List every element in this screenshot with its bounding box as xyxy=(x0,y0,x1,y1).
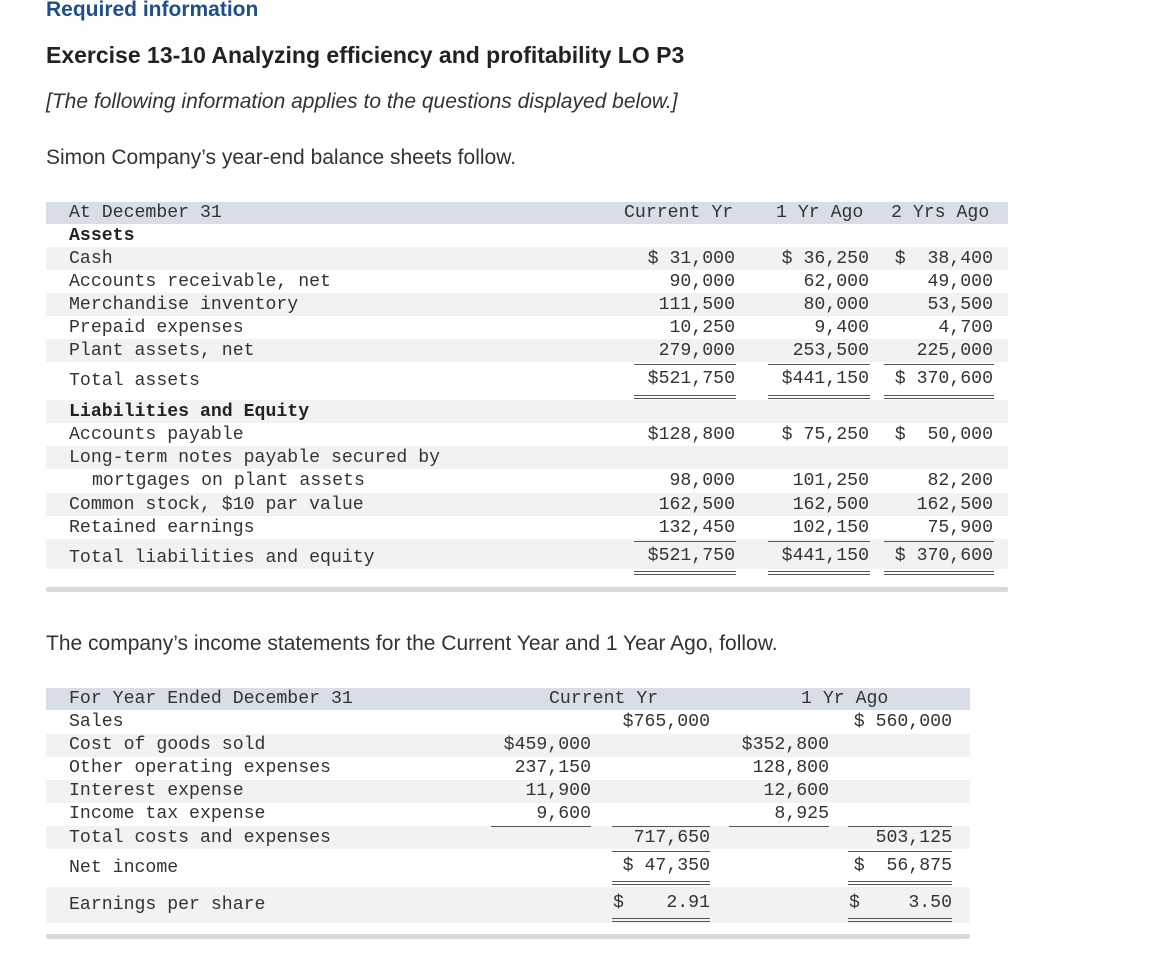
subtotal-rule xyxy=(612,851,710,852)
cell-value: 225,000 xyxy=(916,341,993,361)
cell-value: $ 31,000 xyxy=(647,249,735,269)
subtotal-rule xyxy=(768,541,870,542)
sales-prior: $ 560,000 xyxy=(853,712,952,732)
income-col-label: For Year Ended December 31 xyxy=(69,689,353,709)
row-label: Cost of goods sold xyxy=(69,735,266,755)
double-rule xyxy=(768,395,870,399)
cell-value: 128,800 xyxy=(752,758,829,778)
table-bottom-bar xyxy=(46,934,970,939)
row-label: Long-term notes payable secured by xyxy=(69,448,441,468)
cell-value: 8,925 xyxy=(774,804,829,824)
cell-value: 132,450 xyxy=(658,518,735,538)
liabilities-heading: Liabilities and Equity xyxy=(69,402,310,422)
balance-col-current: Current Yr xyxy=(624,203,734,223)
double-rule xyxy=(884,395,994,399)
row-label: Income tax expense xyxy=(69,804,266,824)
total-le-value: $441,150 xyxy=(781,546,869,566)
eps-prior: 3.50 xyxy=(908,893,952,913)
row-label: Earnings per share xyxy=(69,895,266,915)
cell-value: 162,500 xyxy=(916,495,993,515)
income-col-current: Current Yr xyxy=(549,689,659,709)
row-label: Prepaid expenses xyxy=(69,318,244,338)
double-rule xyxy=(612,881,710,885)
cell-value: $ 38,400 xyxy=(894,249,993,269)
cell-value: 102,150 xyxy=(792,518,869,538)
row-label: Plant assets, net xyxy=(69,341,255,361)
cell-value: $ 75,250 xyxy=(781,425,869,445)
table-bottom-bar xyxy=(46,587,1008,592)
total-le-label: Total liabilities and equity xyxy=(69,548,375,568)
cell-value: 80,000 xyxy=(803,295,869,315)
row-label: Net income xyxy=(69,858,179,878)
double-rule xyxy=(634,571,736,575)
cell-value: 11,900 xyxy=(525,781,591,801)
cell-value: $ 36,250 xyxy=(781,249,869,269)
row-label: Common stock, $10 par value xyxy=(69,495,364,515)
cell-value: 62,000 xyxy=(803,272,869,292)
double-rule xyxy=(848,918,952,922)
row-label: Total costs and expenses xyxy=(69,828,331,848)
sales-current: $765,000 xyxy=(622,712,710,732)
subtotal-rule xyxy=(768,364,870,365)
cell-value: 12,600 xyxy=(763,781,829,801)
double-rule xyxy=(612,918,710,922)
net-income-prior: $ 56,875 xyxy=(853,856,952,876)
double-rule xyxy=(634,395,736,399)
exercise-title: Exercise 13-10 Analyzing efficiency and profitability LO P3 xyxy=(46,42,685,68)
cell-value: 9,400 xyxy=(814,318,869,338)
row-label: Cash xyxy=(69,249,113,269)
required-information-label: Required information xyxy=(46,0,259,21)
cell-value: $ 50,000 xyxy=(894,425,993,445)
assets-heading: Assets xyxy=(69,226,135,246)
row-label: Other operating expenses xyxy=(69,758,331,778)
row-label: Interest expense xyxy=(69,781,244,801)
balance-col-1yr: 1 Yr Ago xyxy=(776,203,864,223)
balance-col-2yr: 2 Yrs Ago xyxy=(891,203,990,223)
cell-value: 162,500 xyxy=(792,495,869,515)
income-statement-intro: The company’s income statements for the Current Year and 1 Year Ago, follow. xyxy=(46,632,778,655)
cell-value: 90,000 xyxy=(669,272,735,292)
cell-value: 279,000 xyxy=(658,341,735,361)
balance-col-label: At December 31 xyxy=(69,203,222,223)
total-assets-value: $ 370,600 xyxy=(894,369,993,389)
total-le-value: $521,750 xyxy=(647,546,735,566)
subtotal-rule xyxy=(848,851,952,852)
cell-value: 111,500 xyxy=(658,295,735,315)
double-rule xyxy=(848,881,952,885)
total-assets-label: Total assets xyxy=(69,371,200,391)
cell-value: 162,500 xyxy=(658,495,735,515)
subtotal-rule xyxy=(491,826,591,827)
balance-sheet-intro: Simon Company’s year-end balance sheets follow. xyxy=(46,146,517,169)
cell-value: 75,900 xyxy=(927,518,993,538)
total-costs-current: 717,650 xyxy=(633,828,710,848)
row-label-continued: mortgages on plant assets xyxy=(92,471,365,491)
total-le-value: $ 370,600 xyxy=(894,546,993,566)
cell-value: $352,800 xyxy=(741,735,829,755)
cell-value: $128,800 xyxy=(647,425,735,445)
double-rule xyxy=(884,571,994,575)
row-label: Sales xyxy=(69,712,124,732)
cell-value: 82,200 xyxy=(927,471,993,491)
cell-value: 101,250 xyxy=(792,471,869,491)
row-label: Merchandise inventory xyxy=(69,295,299,315)
income-col-1yr: 1 Yr Ago xyxy=(801,689,889,709)
eps-current: 2.91 xyxy=(666,893,710,913)
cell-value: 10,250 xyxy=(669,318,735,338)
net-income-current: $ 47,350 xyxy=(622,856,710,876)
cell-value: 9,600 xyxy=(536,804,591,824)
total-costs-prior: 503,125 xyxy=(875,828,952,848)
subtotal-rule xyxy=(884,541,994,542)
cell-value: $459,000 xyxy=(503,735,591,755)
info-note: [The following information applies to the questions displayed below.] xyxy=(46,90,678,113)
double-rule xyxy=(768,571,870,575)
subtotal-rule xyxy=(884,364,994,365)
row-label: Accounts payable xyxy=(69,425,244,445)
eps-prior-sign: $ xyxy=(849,893,860,913)
row-label: Retained earnings xyxy=(69,518,255,538)
subtotal-rule xyxy=(634,364,736,365)
row-label: Accounts receivable, net xyxy=(69,272,331,292)
cell-value: 49,000 xyxy=(927,272,993,292)
total-assets-value: $441,150 xyxy=(781,369,869,389)
cell-value: 253,500 xyxy=(792,341,869,361)
subtotal-rule xyxy=(729,826,829,827)
eps-current-sign: $ xyxy=(613,893,624,913)
cell-value: 98,000 xyxy=(669,471,735,491)
cell-value: 4,700 xyxy=(938,318,993,338)
cell-value: 237,150 xyxy=(514,758,591,778)
subtotal-rule xyxy=(634,541,736,542)
cell-value: 53,500 xyxy=(927,295,993,315)
total-assets-value: $521,750 xyxy=(647,369,735,389)
